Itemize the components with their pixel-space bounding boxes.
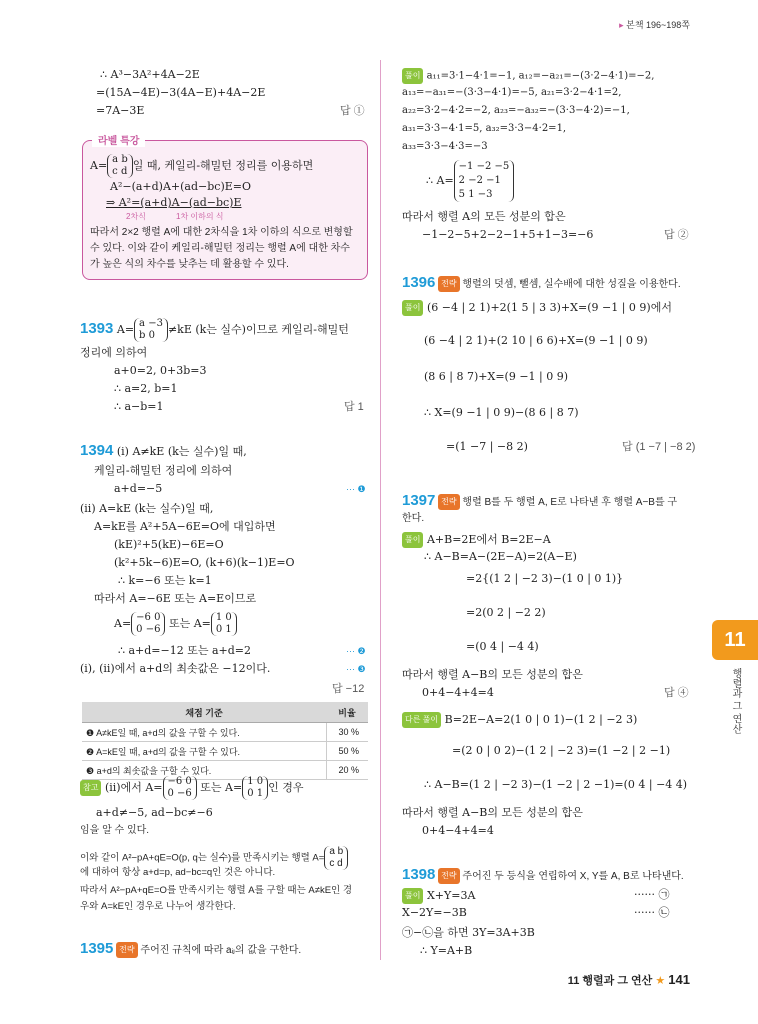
p1396-eq: 풀이 (6 −4 | 2 1)+2(1 5 | 3 3)+X=(9 −1 | 0 9)에서 — [402, 300, 672, 316]
special-l5: 따라서 2×2 행렬 A에 대한 2차식을 1차 이하의 식으로 변형할 — [90, 227, 353, 238]
p1394-l10: A= −6 0 0 −6 또는 A= 1 0 0 1 — [114, 612, 237, 636]
special-l2: A²−(a+d)A+(ad−bc)E=O — [110, 180, 251, 193]
p1398-l4: ∴ Y=A+B — [420, 944, 473, 957]
p1394-l1: 1394 (i) A≠kE (k는 실수)일 때, — [80, 442, 247, 459]
p1393-l3: a+0=2, 0+3b=3 — [114, 364, 207, 377]
page-ref: ▸ 본책 196~198쪽 — [619, 20, 690, 30]
note-l4: 이와 같이 A²−pA+qE=O(p, q는 실수)를 만족시키는 행렬 A=a b c d — [80, 846, 348, 870]
note-l3: 임을 알 수 있다. — [80, 825, 150, 836]
p1394-l5: A=kE를 A²+5A−6E=O에 대입하면 — [94, 520, 276, 533]
r1395-l3: a₂₂=3·2−4·2=−2, a₂₃=−a₃₂=−(3·3−4·2)=−1, — [402, 105, 630, 116]
note-l1: 참고 (ii)에서 A= −6 0 0 −6 또는 A= 1 0 0 1 인 경우 — [80, 776, 304, 800]
ratio-header: 비율 — [326, 702, 368, 723]
footer: 11 행렬과 그 연산 ★ 141 — [567, 972, 690, 987]
p1397-step: =2{(1 2 | −2 3)−(1 0 | 0 1)} — [466, 572, 624, 585]
special-l3: ⇒ A²=(a+d)A−(ad−bc)E — [106, 196, 242, 209]
chapter-title: 행렬과 그 연산 — [730, 668, 741, 734]
p1394-l12: (i), (ii)에서 a+d의 최솟값은 −12이다. — [80, 662, 271, 675]
grade-header: 채점 기준 — [82, 702, 326, 723]
p1397-other: 다른 풀이 B=2E−A=2(1 0 | 0 1)−(1 2 | −2 3) — [402, 712, 637, 728]
answer: 답 ② — [664, 229, 689, 241]
r1395-l4: a₃₁=3·3−4·1=5, a₃₂=3·3−4·2=1, — [402, 123, 567, 134]
note-l6: 따라서 A²−pA+qE=O를 만족시키는 행렬 A를 구할 때는 A≠kE인 경 — [80, 885, 353, 896]
p1398-c1: ······ ㉠ — [634, 888, 670, 901]
p1396-step: (6 −4 | 2 1)+(2 10 | 6 6)+X=(9 −1 | 0 9) — [424, 334, 648, 347]
p1394-l4: (ii) A=kE (k는 실수)일 때, — [80, 502, 214, 515]
special-l6: 수 있다. 이와 같이 케일리-해밀턴 정리는 행렬 A에 대한 차수 — [90, 243, 350, 254]
p1397-l7: 0+4−4+4=4 — [422, 824, 494, 837]
p1397-l2: ∴ A−B=A−(2E−A)=2(A−E) — [424, 550, 577, 563]
p1397-step: =(0 4 | −4 4) — [466, 640, 539, 653]
grade-row: ❶ A≠kE일 때, a+d의 값을 구할 수 있다. — [82, 723, 326, 742]
p1398-l1: 풀이 X+Y=3A — [402, 888, 475, 904]
p1397-l4: 0+4−4+4=4 — [422, 686, 494, 699]
p1397-l1: 풀이 A+B=2E에서 B=2E−A — [402, 532, 551, 548]
answer: 답 (1 −7 | −8 2) — [622, 441, 696, 453]
special-l4a: 2차식 — [126, 212, 146, 221]
p1396-head: 1396 전략 행렬의 덧셈, 뺄셈, 실수배에 대한 성질을 이용한다. — [402, 274, 681, 291]
r1395-b: 따라서 행렬 A의 모든 성분의 합은 — [402, 210, 566, 223]
p1397-head: 1397 전략 행렬 B를 두 행렬 A, E로 나타낸 후 행렬 A−B를 구 — [402, 492, 678, 509]
p1398-l2: X−2Y=−3B — [402, 906, 467, 919]
grade-pct: 50 % — [326, 742, 368, 761]
p1396-step: =(1 −7 | −8 2) — [446, 440, 528, 453]
answer: 답 ④ — [664, 687, 689, 699]
p1398-head: 1398 전략 주어진 두 등식을 연립하여 X, Y를 A, B로 나타낸다. — [402, 866, 684, 883]
note-l2: a+d≠−5, ad−bc≠−6 — [96, 806, 213, 819]
matrix: a b c d — [107, 154, 133, 178]
p1397-l6: 따라서 행렬 A−B의 모든 성분의 합은 — [402, 806, 583, 819]
p1396-step: ∴ X=(9 −1 | 0 9)−(8 6 | 8 7) — [424, 406, 579, 419]
special-l7: 가 높은 식의 차수를 낮추는 데 활용할 수 있다. — [90, 259, 289, 270]
p1397-step: ∴ A−B=(1 2 | −2 3)−(1 −2 | 2 −1)=(0 4 | −4 4) — [424, 778, 688, 791]
ref-2: ··· ❷ — [346, 646, 366, 656]
r1395-l2: a₁₃=−a₃₁=−(3·3−4·1)=−5, a₂₁=3·2−4·1=2, — [402, 87, 622, 98]
p1394-l11: ∴ a+d=−12 또는 a+d=2 — [118, 644, 252, 657]
p1393-l1: 1393 A= a −3 b 0 ≠kE (k는 실수)이므로 케일리-해밀턴 — [80, 318, 349, 341]
chapter-tab: 11 — [712, 620, 758, 660]
p1394-l9: 따라서 A=−6E 또는 A=E이므로 — [94, 592, 257, 605]
special-l1: A= a b c d 일 때, 케일리-해밀턴 정리를 이용하면 — [90, 154, 314, 177]
p1397-head2: 한다. — [402, 513, 425, 524]
r1395-c: −1−2−5+2−2−1+5+1−3=−6 — [422, 228, 594, 241]
p1393-l4: ∴ a=2, b=1 — [114, 382, 178, 395]
p1394-l3: a+d=−5 — [114, 482, 163, 495]
column-divider — [380, 60, 381, 960]
note-l5: 에 대하여 항상 a+d=p, ad−bc=q인 것은 아니다. — [80, 867, 276, 878]
p1397-step: =(2 0 | 0 2)−(1 2 | −2 3)=(1 −2 | 2 −1) — [452, 744, 671, 757]
r1395-matrix: ∴ A=−1 −2 −5 2 −2 −1 5 1 −3 — [426, 160, 514, 202]
ref-3: ··· ❸ — [346, 664, 366, 674]
p1398-c2: ······ ㉡ — [634, 906, 670, 919]
p1394-l6: (kE)²+5(kE)−6E=O — [114, 538, 224, 551]
special-l4b: 1차 이하의 식 — [176, 212, 224, 221]
r1395-l5: a₃₃=3·3−4·3=−3 — [402, 141, 488, 152]
answer: 답 −12 — [332, 683, 365, 695]
answer: 답 1 — [344, 401, 364, 413]
r1395-l1: 풀이 a₁₁=3·1−4·1=−1, a₁₂=−a₂₁=−(3·2−4·1)=−2, — [402, 68, 654, 84]
p1397-step: =2(0 2 | −2 2) — [466, 606, 546, 619]
special-title: 라벨 특강 — [92, 132, 145, 147]
p1394-l8: ∴ k=−6 또는 k=1 — [118, 574, 212, 587]
grading-table — [82, 702, 368, 780]
grade-pct: 20 % — [326, 761, 368, 780]
p1393-l2: 정리에 의하여 — [80, 346, 148, 359]
p1394-l2: 케일리-해밀턴 정리에 의하여 — [94, 464, 233, 477]
note-l7: 우와 A=kE인 경우로 나누어 생각한다. — [80, 901, 236, 912]
eq: =(15A−4E)−3(4A−E)+4A−2E — [96, 86, 266, 99]
p1395-head: 1395 전략 주어진 규칙에 따라 aᵢⱼ의 값을 구한다. — [80, 940, 302, 957]
eq: ∴ A³−3A²+4A−2E — [100, 68, 200, 81]
grade-pct: 30 % — [326, 723, 368, 742]
eq: =7A−3E — [96, 104, 145, 117]
p1396-step: (8 6 | 8 7)+X=(9 −1 | 0 9) — [424, 370, 569, 383]
p1398-l3: ㉠−㉡을 하면 3Y=3A+3B — [402, 926, 535, 939]
ref-1: ··· ❶ — [346, 484, 366, 494]
p1397-l3: 따라서 행렬 A−B의 모든 성분의 합은 — [402, 668, 583, 681]
grade-row: ❸ a+d의 최솟값을 구할 수 있다. — [82, 761, 326, 780]
answer: 답 ① — [340, 105, 365, 117]
p1393-l5: ∴ a−b=1 — [114, 400, 164, 413]
grade-row: ❷ A=kE일 때, a+d의 값을 구할 수 있다. — [82, 742, 326, 761]
p1394-l7: (k²+5k−6)E=O, (k+6)(k−1)E=O — [114, 556, 295, 569]
